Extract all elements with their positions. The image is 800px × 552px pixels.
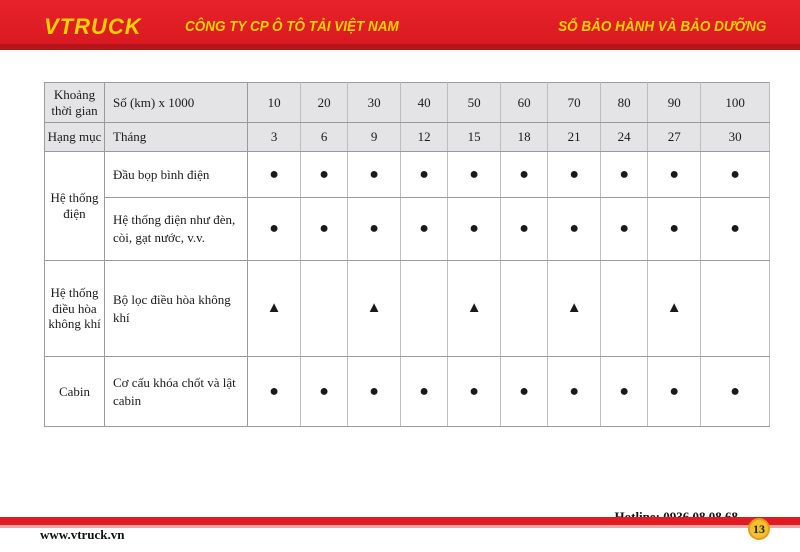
check-mark: ● [301, 198, 348, 261]
triangle-mark: ▲ [548, 261, 601, 357]
check-mark: ● [248, 357, 301, 427]
empty-mark [601, 261, 648, 357]
check-mark: ● [501, 357, 548, 427]
distance-value: 40 [401, 83, 448, 123]
triangle-mark: ▲ [448, 261, 501, 357]
month-value: 24 [601, 123, 648, 152]
item-name: Bộ lọc điều hòa không khí [105, 261, 248, 357]
item-name: Đầu bọp bình điện [105, 152, 248, 198]
check-mark: ● [501, 198, 548, 261]
month-value: 9 [348, 123, 401, 152]
header-row-months [45, 123, 770, 152]
distance-value: 60 [501, 83, 548, 123]
distance-label: Số (km) x 1000 [105, 83, 248, 123]
month-value: 15 [448, 123, 501, 152]
page-header [0, 0, 800, 50]
distance-value: 100 [701, 83, 770, 123]
check-mark: ● [248, 152, 301, 198]
check-mark: ● [548, 357, 601, 427]
category-label: Hạng mục [45, 123, 105, 152]
footer-bar [0, 517, 800, 525]
distance-value: 50 [448, 83, 501, 123]
month-value: 18 [501, 123, 548, 152]
month-label: Tháng [105, 123, 248, 152]
check-mark: ● [601, 152, 648, 198]
empty-mark [301, 261, 348, 357]
check-mark: ● [601, 357, 648, 427]
month-value: 12 [401, 123, 448, 152]
empty-mark [501, 261, 548, 357]
check-mark: ● [548, 198, 601, 261]
check-mark: ● [701, 198, 770, 261]
check-mark: ● [548, 152, 601, 198]
table-row [45, 152, 770, 198]
empty-mark [701, 261, 770, 357]
triangle-mark: ▲ [348, 261, 401, 357]
category-cell: Hệ thống điện [45, 152, 105, 261]
check-mark: ● [648, 198, 701, 261]
triangle-mark: ▲ [648, 261, 701, 357]
distance-value: 20 [301, 83, 348, 123]
header-row-distance [45, 83, 770, 123]
check-mark: ● [701, 152, 770, 198]
book-title: SỔ BẢO HÀNH VÀ BẢO DƯỠNG [557, 18, 766, 35]
check-mark: ● [448, 198, 501, 261]
category-cell: Cabin [45, 357, 105, 427]
item-name: Cơ cấu khóa chốt và lật cabin [105, 357, 248, 427]
distance-value: 90 [648, 83, 701, 123]
check-mark: ● [301, 357, 348, 427]
check-mark: ● [348, 357, 401, 427]
item-name: Hệ thống điện như đèn, còi, gạt nước, v.v. [105, 198, 248, 261]
empty-mark [401, 261, 448, 357]
month-value: 21 [548, 123, 601, 152]
check-mark: ● [701, 357, 770, 427]
check-mark: ● [648, 357, 701, 427]
table-row [45, 198, 770, 261]
month-value: 27 [648, 123, 701, 152]
interval-label: Khoảng thời gian [45, 83, 105, 123]
category-cell: Hệ thống điều hòa không khí [45, 261, 105, 357]
check-mark: ● [348, 152, 401, 198]
vtruck-logo: VTRUCK [44, 14, 142, 39]
check-mark: ● [401, 357, 448, 427]
month-value: 6 [301, 123, 348, 152]
check-mark: ● [348, 198, 401, 261]
distance-value: 30 [348, 83, 401, 123]
check-mark: ● [401, 198, 448, 261]
distance-value: 80 [601, 83, 648, 123]
table-row [45, 261, 770, 357]
company-name: CÔNG TY CP Ô TÔ TẢI VIỆT NAM [185, 18, 399, 35]
month-value: 30 [701, 123, 770, 152]
page-number-badge: 13 [748, 518, 770, 540]
check-mark: ● [301, 152, 348, 198]
check-mark: ● [448, 357, 501, 427]
triangle-mark: ▲ [248, 261, 301, 357]
maintenance-schedule-table [44, 82, 770, 427]
website-link[interactable]: www.vtruck.vn [40, 527, 125, 542]
table-row [45, 357, 770, 427]
distance-value: 10 [248, 83, 301, 123]
month-value: 3 [248, 123, 301, 152]
check-mark: ● [248, 198, 301, 261]
distance-value: 70 [548, 83, 601, 123]
check-mark: ● [601, 198, 648, 261]
check-mark: ● [648, 152, 701, 198]
check-mark: ● [448, 152, 501, 198]
check-mark: ● [501, 152, 548, 198]
check-mark: ● [401, 152, 448, 198]
header-stripe [0, 44, 800, 50]
